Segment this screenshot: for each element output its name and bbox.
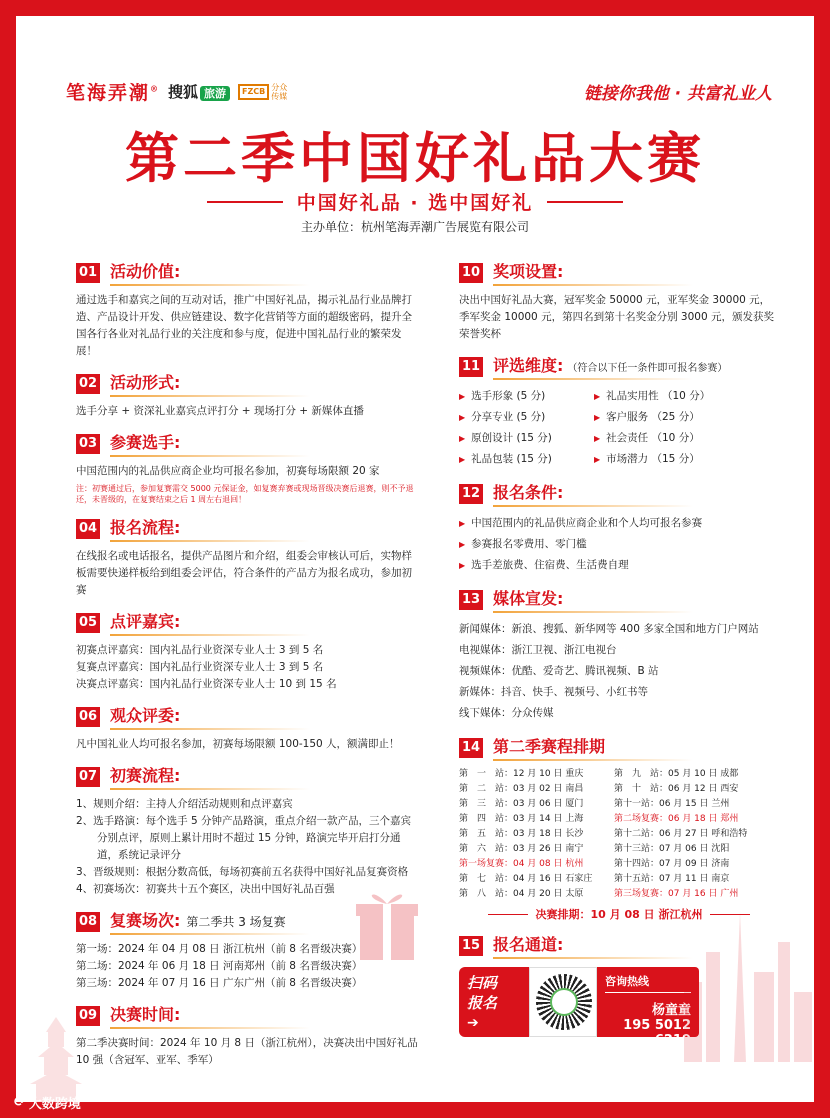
- section-title: 点评嘉宾:: [110, 609, 180, 636]
- schedule-item: 第二场复赛：06 月 18 日 郑州: [614, 814, 739, 824]
- section-number: 07: [76, 767, 100, 787]
- list-item: 1、规则介绍：主持人介绍活动规则和点评嘉宾: [76, 798, 293, 810]
- requirement-item: ▶ 中国范围内的礼品供应商企业和个人均可报名参赛: [459, 513, 779, 534]
- city-skyline-icon: [674, 902, 814, 1062]
- section-number: 12: [459, 484, 483, 504]
- section-title: 第二季赛程排期: [493, 734, 605, 761]
- poster: [16, 16, 814, 1102]
- section-number: 14: [459, 738, 483, 758]
- criteria-item: ▶ 礼品包装 (15 分): [459, 449, 594, 470]
- schedule-item: 第 四 站：03 月 14 日 上海: [459, 814, 584, 824]
- list-item: 2、选手路演：每个选手 5 分钟产品路演，重点介绍一款产品，三个嘉宾分别点评，原则上累计用时不超过 15 分钟，路演完毕开启打分通道，系统记录评分: [76, 815, 412, 861]
- schedule-item: 第 九 站：05 月 10 日 成都: [614, 769, 739, 779]
- hotline-label: 咨询热线: [605, 973, 691, 993]
- section-audience-judges: [76, 703, 421, 753]
- subtitle-row: [16, 188, 814, 215]
- judge-line: 复赛点评嘉宾：国内礼品行业资深专业人士 3 到 5 名: [76, 661, 324, 673]
- schedule-item: 第 三 站：03 月 06 日 厦门: [459, 799, 584, 809]
- section-number: 06: [76, 707, 100, 727]
- criteria-item: ▶ 客户服务 （25 分）: [594, 407, 734, 428]
- section-number: 10: [459, 263, 483, 283]
- section-number: 11: [459, 357, 483, 377]
- sohu-travel-logo: 搜狐 旅游: [168, 81, 230, 102]
- slogan: 链接你我他 · 共富礼业人: [583, 84, 772, 104]
- subtitle: 中国好礼品 · 选中国好礼: [296, 192, 534, 214]
- section-title: 决赛时间:: [110, 1002, 180, 1029]
- section-activity-value: [76, 259, 421, 360]
- media-line: 电视媒体：浙江卫视、浙江电视台: [459, 644, 617, 656]
- section-body: 第二季决赛时间：2024 年 10 月 8 日（浙江杭州），决赛决出中国好礼品 10 强（含冠军、亚军、季军）: [76, 1037, 418, 1066]
- section-number: 03: [76, 434, 100, 454]
- semifinal-line: 第二场：2024 年 06 月 18 日 河南郑州（前 8 名晋级决赛）: [76, 960, 363, 972]
- section-final-time: [76, 1002, 421, 1069]
- schedule-item: 第十一站：06 月 15 日 兰州: [614, 799, 730, 809]
- criteria-item: ▶ 分享专业 (5 分): [459, 407, 594, 428]
- schedule-item: 第十三站：07 月 06 日 沈阳: [614, 844, 730, 854]
- section-number: 01: [76, 263, 100, 283]
- section-activity-format: [76, 370, 421, 420]
- schedule-item: 第十四站：07 月 09 日 济南: [614, 859, 730, 869]
- watermark-logo-icon: ⟳: [14, 1095, 25, 1110]
- organizer: 主办单位：杭州笔海弄潮广告展览有限公司: [300, 220, 529, 234]
- schedule-item: 第 八 站：04 月 20 日 太原: [459, 889, 584, 899]
- schedule-item: 第 六 站：03 月 26 日 南宁: [459, 844, 584, 854]
- section-judges: [76, 609, 421, 693]
- criteria-item: ▶ 原创设计 (15 分): [459, 428, 594, 449]
- section-criteria: [459, 353, 779, 470]
- section-number: 05: [76, 613, 100, 633]
- criteria-item: ▶ 选手形象 (5 分): [459, 386, 594, 407]
- gift-box-icon: [352, 876, 422, 966]
- section-schedule: [459, 734, 779, 922]
- schedule-item: 第十二站：06 月 27 日 呼和浩特: [614, 829, 748, 839]
- contact-name: 杨童童: [651, 1003, 691, 1018]
- section-title: 媒体宣发:: [493, 586, 563, 613]
- schedule-item: 第一场复赛：04 月 08 日 杭州: [459, 859, 584, 869]
- section-body: 在线报名或电话报名，提供产品图片和介绍，组委会审核认可后，实物样板需要快递样板给到组委会评估，符合条件的产品方为报名成功，参加初赛: [76, 550, 412, 596]
- criteria-note: （符合以下任一条件即可报名参赛）: [567, 363, 728, 374]
- section-contestants: [76, 430, 421, 505]
- criteria-item: ▶ 社会责任 （10 分）: [594, 428, 734, 449]
- arrow-right-icon: ➔: [467, 1015, 479, 1031]
- media-line: 新媒体：抖音、快手、视频号、小红书等: [459, 686, 648, 698]
- scan-to-register: 扫码 报名 ➔: [459, 967, 529, 1037]
- section-media: [459, 586, 779, 724]
- section-body: 通过选手和嘉宾之间的互动对话，推广中国好礼品，揭示礼品行业品牌打造、产品设计开发、供应链建设、数字化营销等方面的超级密码，提升全国各行各业对礼品行业的关注度和参与度，促进中国礼品行业的繁荣发展！: [76, 294, 412, 357]
- media-line: 新闻媒体：新浪、搜狐、新华网等 400 多家全国和地方门户网站: [459, 623, 759, 635]
- focus-media-logo: FZCB 分众传媒: [238, 83, 289, 101]
- contact-phone[interactable]: 195 5012 6219: [623, 1018, 691, 1048]
- requirement-item: ▶ 参赛报名零费用、零门槛: [459, 534, 779, 555]
- section-body: 中国范围内的礼品供应商企业均可报名参加，初赛每场限额 20 家: [76, 465, 380, 477]
- schedule-item: 第 五 站：03 月 18 日 长沙: [459, 829, 584, 839]
- section-awards: [459, 259, 779, 343]
- schedule-item: 第三场复赛：07 月 16 日 广州: [614, 889, 739, 899]
- section-title: 观众评委:: [110, 703, 180, 730]
- section-number: 15: [459, 936, 483, 956]
- page-title: 第二季中国好礼品大赛: [125, 126, 705, 190]
- section-body: 决出中国好礼品大赛，冠军奖金 50000 元，亚军奖金 30000 元，季军奖金 10000 元，第四名到第十名奖金分别 3000 元，颁发获奖荣誉奖杯: [459, 294, 774, 340]
- semifinal-line: 第一场：2024 年 04 月 08 日 浙江杭州（前 8 名晋级决赛）: [76, 943, 363, 955]
- bihai-logo: 笔海弄潮®: [66, 82, 161, 104]
- list-item: 4、初赛场次：初赛共十五个赛区，决出中国好礼品百强: [76, 883, 335, 895]
- section-body: 选手分享 + 资深礼业嘉宾点评打分 + 现场打分 + 新媒体直播: [76, 405, 364, 417]
- judge-line: 决赛点评嘉宾：国内礼品行业资深专业人士 10 到 15 名: [76, 678, 337, 690]
- final-schedule: 决赛排期：10 月 08 日 浙江杭州: [459, 906, 779, 922]
- schedule-grid: [459, 767, 779, 902]
- section-title: 报名流程:: [110, 515, 180, 542]
- section-title: 报名通道:: [493, 932, 563, 959]
- schedule-item: 第 七 站：04 月 16 日 石家庄: [459, 874, 593, 884]
- media-line: 线下媒体：分众传媒: [459, 707, 554, 719]
- section-number: 13: [459, 590, 483, 610]
- divider: [547, 201, 623, 203]
- qr-code[interactable]: [529, 967, 597, 1037]
- semifinal-line: 第三场：2024 年 07 月 16 日 广东广州（前 8 名晋级决赛）: [76, 977, 363, 989]
- divider: [207, 201, 283, 203]
- pagoda-icon: [16, 1012, 96, 1102]
- section-number: 09: [76, 1006, 100, 1026]
- section-number: 02: [76, 374, 100, 394]
- criteria-item: ▶ 市场潜力 （15 分）: [594, 449, 734, 470]
- schedule-item: 第 十 站：06 月 12 日 西安: [614, 784, 739, 794]
- section-title: 活动形式:: [110, 370, 180, 397]
- media-line: 视频媒体：优酷、爱奇艺、腾讯视频、B 站: [459, 665, 659, 677]
- section-body: 凡中国礼业人均可报名参加，初赛每场限额 100-150 人，额满即止！: [76, 738, 400, 750]
- section-registration-process: [76, 515, 421, 599]
- deposit-note: 注：初赛通过后，参加复赛需交 5000 元保证金，如复赛弃赛或现场晋级决赛后退赛，则不予退还，未晋级的，在复赛结束之后 1 周左右退回！: [76, 484, 414, 504]
- section-title: 活动价值:: [110, 259, 180, 286]
- requirement-item: ▶ 选手差旅费、住宿费、生活费自理: [459, 555, 779, 576]
- semifinal-count: 第二季共 3 场复赛: [186, 915, 286, 929]
- section-title: 奖项设置:: [493, 259, 563, 286]
- section-title: 报名条件:: [493, 480, 563, 507]
- section-requirements: [459, 480, 779, 576]
- section-number: 08: [76, 912, 100, 932]
- schedule-item: 第 二 站：03 月 02 日 南昌: [459, 784, 584, 794]
- section-number: 04: [76, 519, 100, 539]
- list-item: 3、晋级规则：根据分数高低，每场初赛前五名获得中国好礼品复赛资格: [76, 866, 409, 878]
- criteria-item: ▶ 礼品实用性 （10 分）: [594, 386, 734, 407]
- section-title: 参赛选手:: [110, 430, 180, 457]
- registration-card: [459, 967, 699, 1048]
- schedule-item: 第十五站：07 月 11 日 南京: [614, 874, 730, 884]
- watermark: ⟳ 大数跨境: [14, 1095, 81, 1112]
- schedule-item: 第 一 站：12 月 10 日 重庆: [459, 769, 584, 779]
- logo-bar: [66, 78, 289, 105]
- judge-line: 初赛点评嘉宾：国内礼品行业资深专业人士 3 到 5 名: [76, 644, 324, 656]
- section-title: 评选维度: （符合以下任一条件即可报名参赛）: [493, 353, 727, 380]
- section-title: 复赛场次: 第二季共 3 场复赛: [110, 908, 286, 935]
- section-title: 初赛流程:: [110, 763, 180, 790]
